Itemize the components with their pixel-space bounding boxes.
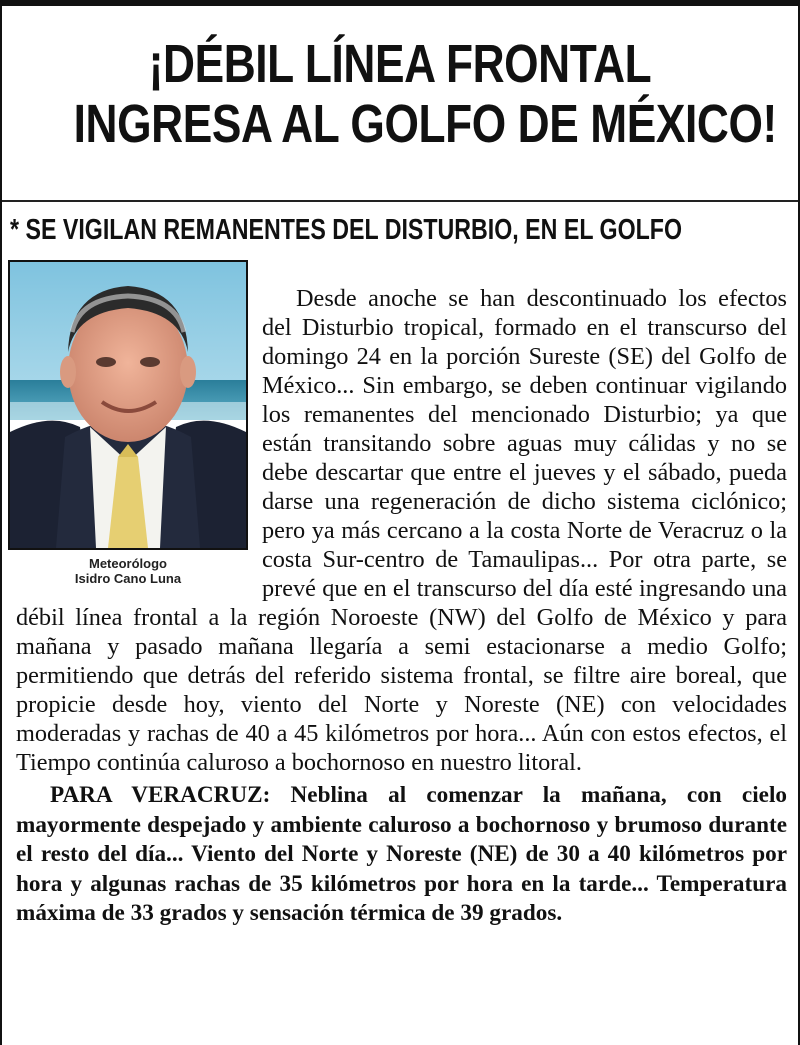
caption-title: Meteorólogo xyxy=(89,556,167,571)
article-paragraph-1: Desde anoche se han descontinuado los efectos del Disturbio tropical, formado en el transcurso del domingo 24 en la porción Sureste (SE) del Golfo de México... Sin embargo, se deben continuar vigilando los remanentes del mencionado Disturbio; ya que están transitando sobre aguas muy cálidas y no se debe descartar que entre el jueves y el sábado, pueda darse una regeneración de dicho sistema ciclónico; pero ya más cercano a la costa Norte de Veracruz o la costa Sur-centro de Tamaulipas... Por otra parte, se prevé que en el transcurso del día esté ingresando una débil línea frontal a la región Noroeste (NW) del Golfo de México y para mañana y pasado mañana llegaría a semi estacionarse a medio Golfo; permitiendo que detrás del referido sistema frontal, se filtre aire boreal, que propicie desde hoy, viento del Norte y Noreste (NE) con velocidades moderadas y rachas de 40 a 45 kilómetros por hora... Aún con estos efectos, el Tiempo continúa caluroso a bochornoso en nuestro litoral. xyxy=(16,285,787,776)
subheadline: * SE VIGILAN REMANENTES DEL DISTURBIO, EN EL GOLFO xyxy=(10,214,683,246)
article-body xyxy=(16,284,787,929)
headline-divider xyxy=(2,200,798,202)
headline xyxy=(73,34,777,154)
headline-line-2: INGRESA AL GOLFO DE MÉXICO! xyxy=(73,94,777,154)
article-paragraph-forecast: PARA VERACRUZ: Neblina al comenzar la mañana, con cielo mayormente despejado y ambiente caluroso a bochornoso y brumoso durante el resto del día... Viento del Norte y Noreste (NE) de 30 a 40 kilómetros por hora y algunas rachas de 35 kilómetros por hora en la tarde... Temperatura máxima de 33 grados y sensación térmica de 39 grados. xyxy=(16,782,787,926)
headline-line-1: ¡DÉBIL LÍNEA FRONTAL xyxy=(148,34,652,94)
caption-name: Isidro Cano Luna xyxy=(74,571,182,586)
